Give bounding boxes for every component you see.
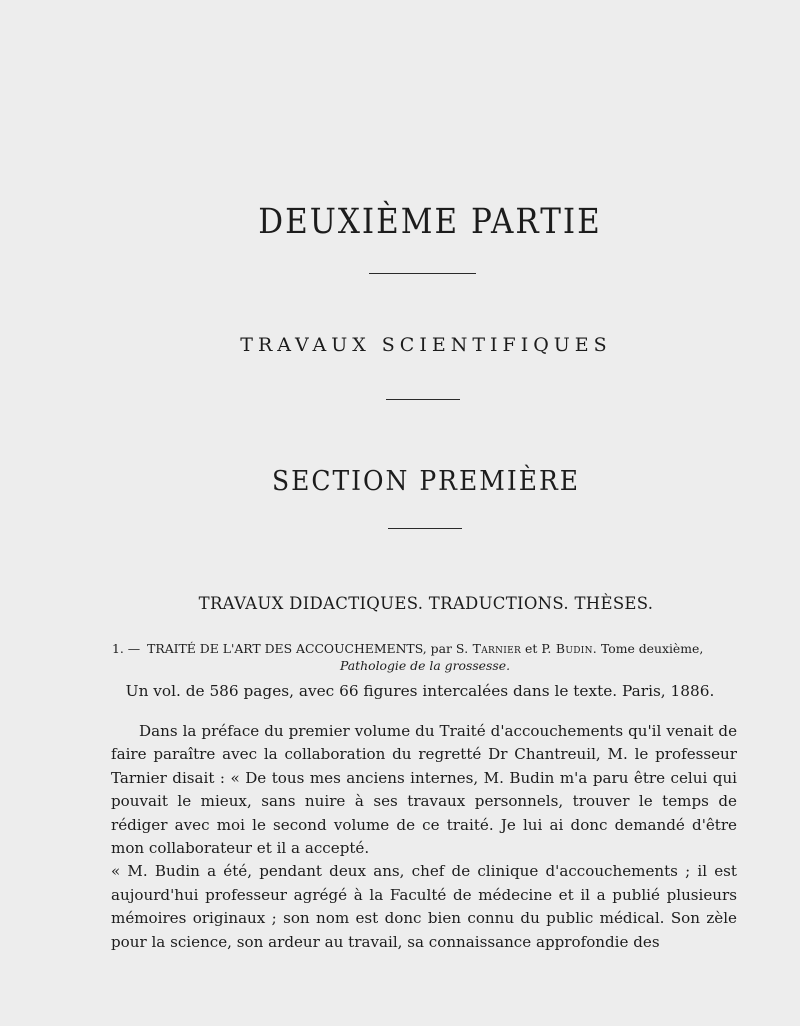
divider-rule bbox=[369, 273, 476, 274]
subtitle: TRAVAUX SCIENTIFIQUES bbox=[240, 334, 612, 356]
body-paragraph: « M. Budin a été, pendant deux ans, chef de clinique d'accouchements ; il est aujourd'hui professeur agrégé à la Faculté de médecine et il a publié plusieurs mémoires originaux ; son nom est donc bien connu du public médical. Son zèle pour la science, son ardeur au travail, sa connaissance approfondie des bbox=[111, 862, 737, 951]
entry-description: Un vol. de 586 pages, avec 66 figures intercalées dans le texte. Paris, 1886. bbox=[125, 682, 715, 700]
entry-title: TRAITÉ DE L'ART DES ACCOUCHEMENTS, bbox=[147, 641, 427, 656]
group-title: TRAVAUX DIDACTIQUES. TRADUCTIONS. THÈSES. bbox=[198, 594, 654, 613]
section-title: SECTION PREMIÈRE bbox=[271, 464, 581, 497]
entry-author-1: S. Tarnier bbox=[455, 641, 522, 656]
divider-rule bbox=[388, 528, 462, 529]
entry-by: par bbox=[430, 641, 452, 656]
body-text bbox=[111, 720, 737, 954]
entry-number: 1. — bbox=[112, 641, 141, 656]
body-paragraph: Dans la préface du premier volume du Traité d'accouchements qu'il venait de faire paraître avec la collaboration du regretté Dr Chantreuil, M. le professeur Tarnier disait : « De tous mes anciens internes, M. Budin m'a paru être celui qui pouvait le mieux, sans nuire à ses travaux personnels, trouver le temps de rédiger avec moi le second volume de ce traité. Je lui ai donc demandé d'être mon collaborateur et il a accepté. bbox=[111, 722, 737, 858]
entry-volume: Tome deuxième, bbox=[600, 641, 704, 656]
entry-subtitle: Pathologie de la grossesse. bbox=[339, 658, 511, 673]
divider-rule bbox=[386, 399, 460, 400]
entry-heading bbox=[112, 640, 737, 657]
part-title: DEUXIÈME PARTIE bbox=[258, 201, 602, 243]
entry-author-2: P. Budin. bbox=[541, 641, 597, 656]
entry-and: et bbox=[525, 641, 538, 656]
